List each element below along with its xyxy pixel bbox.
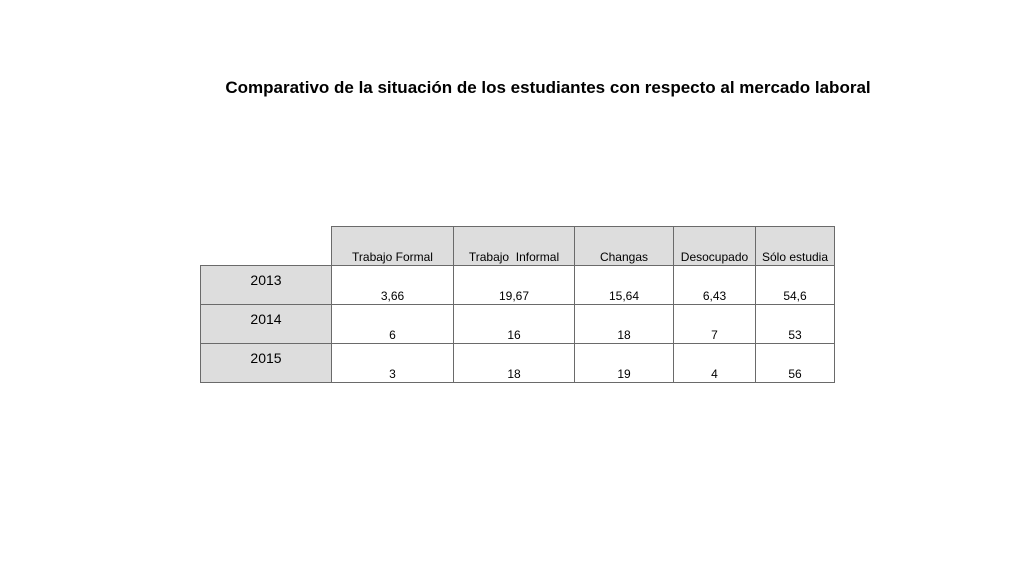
slide-title: Comparativo de la situación de los estudiantes con respecto al mercado laboral — [225, 78, 871, 97]
row-header-year — [201, 305, 332, 344]
table-cell: 6 — [332, 305, 454, 344]
column-header: Trabajo Formal — [332, 227, 454, 266]
table-cell: 18 — [454, 344, 575, 383]
row-header-year — [201, 344, 332, 383]
table-header-row — [201, 227, 835, 266]
row-year-label: 2013 — [250, 272, 282, 288]
row-year-label: 2014 — [250, 311, 282, 327]
table-cell: 19,67 — [454, 266, 575, 305]
table-row — [201, 266, 835, 305]
table-cell: 7 — [674, 305, 756, 344]
table-cell: 54,6 — [756, 266, 835, 305]
table-row — [201, 344, 835, 383]
table-cell: 18 — [575, 305, 674, 344]
table-cell: 15,64 — [575, 266, 674, 305]
table-cell: 3 — [332, 344, 454, 383]
table-cell: 16 — [454, 305, 575, 344]
row-header-year — [201, 266, 332, 305]
comparison-table — [200, 226, 835, 383]
table-cell: 3,66 — [332, 266, 454, 305]
table-cell: 6,43 — [674, 266, 756, 305]
column-header: Sólo estudia — [756, 227, 835, 266]
row-year-label: 2015 — [250, 350, 282, 366]
table-row — [201, 305, 835, 344]
table-cell: 56 — [756, 344, 835, 383]
table-corner-cell — [201, 227, 332, 266]
table-cell: 53 — [756, 305, 835, 344]
column-header: Trabajo Informal — [454, 227, 575, 266]
column-header: Desocupado — [674, 227, 756, 266]
column-header: Changas — [575, 227, 674, 266]
table-cell: 4 — [674, 344, 756, 383]
table-cell: 19 — [575, 344, 674, 383]
